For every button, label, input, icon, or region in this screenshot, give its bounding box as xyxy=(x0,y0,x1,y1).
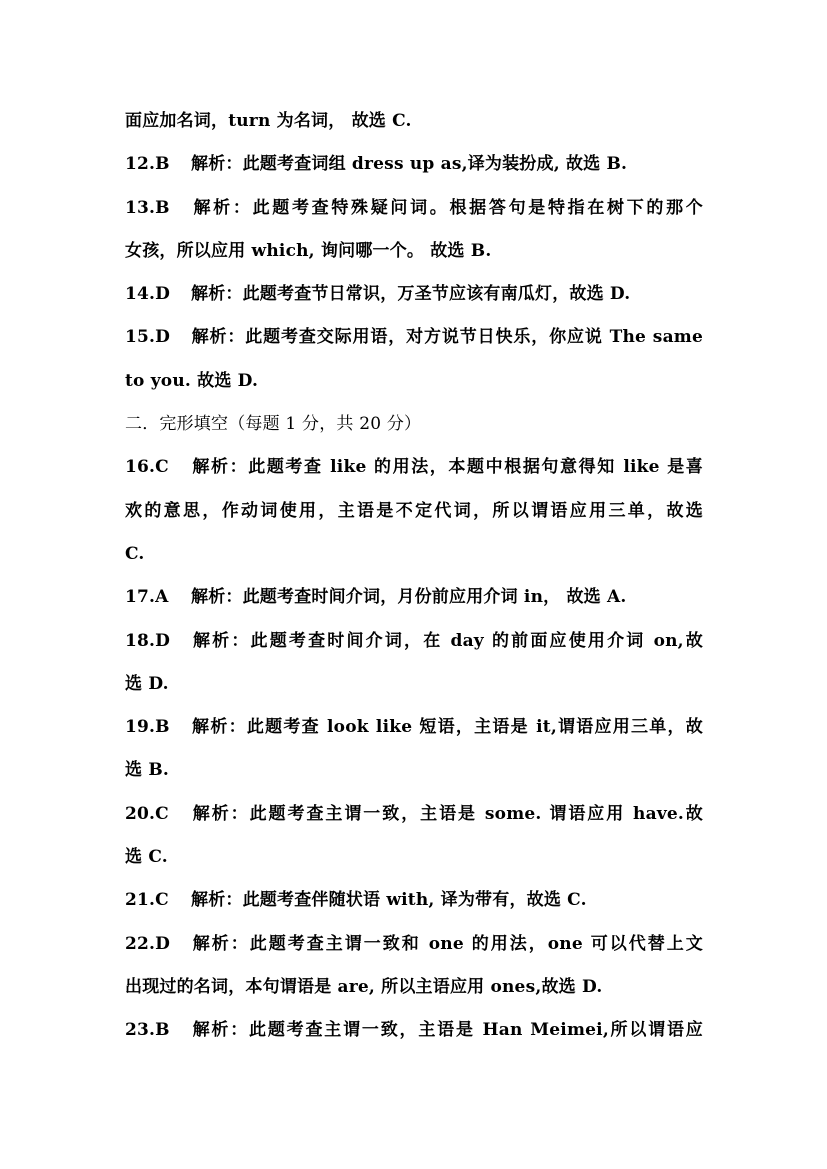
question-number: 13.B xyxy=(125,197,170,218)
line-text: 出现过的名词，本句谓语是 are, 所以主语应用 ones,故选 D. xyxy=(125,976,603,997)
line-text: 欢的意思，作动词使用，主语是不定代词，所以谓语应用三单，故选 xyxy=(125,500,703,521)
answer-line-14-d xyxy=(125,273,703,316)
line-text: C. xyxy=(125,543,145,564)
line-text: 解析：此题考查主谓一致，主语是 Han Meimei,所以谓语应 xyxy=(191,1020,703,1041)
text-line xyxy=(125,533,703,576)
line-text: 解析：此题考查词组 dress up as,译为装扮成, 故选 B. xyxy=(191,154,628,175)
question-number: 16.C xyxy=(125,457,169,478)
question-number: 21.C xyxy=(125,890,169,911)
line-text: 解析：此题考查 like 的用法，本题中根据句意得知 like 是喜 xyxy=(191,457,703,478)
text-line xyxy=(125,360,703,403)
answer-line-16-c xyxy=(125,446,703,489)
line-text: 解析：此题考查主谓一致和 one 的用法，one 可以代替上文 xyxy=(191,933,703,954)
line-text: 选 B. xyxy=(125,760,170,781)
text-line xyxy=(125,490,703,533)
line-text: 选 D. xyxy=(125,673,169,694)
line-text: 面应加名词，turn 为名词， 故选 C. xyxy=(125,111,412,131)
text-line xyxy=(125,749,703,792)
answer-line-15-d xyxy=(125,316,703,359)
answer-line-21-c xyxy=(125,879,703,922)
line-text: 解析：此题考查时间介词，在 day 的前面应使用介词 on,故 xyxy=(191,630,703,651)
answer-line-22-d xyxy=(125,923,703,966)
answer-line-18-d xyxy=(125,620,703,663)
question-number: 22.D xyxy=(125,933,171,954)
answer-line-13-b xyxy=(125,187,703,230)
line-text: 解析：此题考查特殊疑问词。根据答句是特指在树下的那个 xyxy=(191,197,703,218)
line-text: to you. 故选 D. xyxy=(125,370,259,391)
answer-line-12-b xyxy=(125,143,703,186)
line-text: 解析：此题考查 look like 短语，主语是 it,谓语应用三单，故 xyxy=(191,717,703,738)
text-line xyxy=(125,966,703,1009)
text-line xyxy=(125,100,703,143)
line-text: 解析：此题考查节日常识，万圣节应该有南瓜灯，故选 D. xyxy=(191,284,631,305)
line-text: 解析：此题考查伴随状语 with, 译为带有，故选 C. xyxy=(191,890,587,911)
text-line xyxy=(125,663,703,706)
text-line xyxy=(125,230,703,273)
line-text: 解析：此题考查时间介词，月份前应用介词 in， 故选 A. xyxy=(191,587,627,608)
question-number: 18.D xyxy=(125,630,171,651)
line-text: 女孩，所以应用 which, 询问哪一个。 故选 B. xyxy=(125,240,492,261)
answer-line-19-b xyxy=(125,706,703,749)
answer-line-17-a xyxy=(125,576,703,619)
question-number: 19.B xyxy=(125,717,170,738)
line-text: 选 C. xyxy=(125,847,168,868)
line-text: 解析：此题考查主谓一致，主语是 some. 谓语应用 have.故 xyxy=(191,803,703,824)
text-line xyxy=(125,403,703,446)
question-number: 15.D xyxy=(125,327,171,348)
answer-line-23-b xyxy=(125,1009,703,1052)
question-number: 20.C xyxy=(125,803,169,824)
line-text: 二．完形填空（每题 1 分，共 20 分） xyxy=(125,414,422,435)
question-number: 17.A xyxy=(125,587,169,608)
question-number: 23.B xyxy=(125,1020,170,1041)
line-text: 解析：此题考查交际用语，对方说节日快乐，你应说 The same xyxy=(191,327,703,348)
document-page xyxy=(125,100,703,1053)
answer-line-20-c xyxy=(125,793,703,836)
question-number: 12.B xyxy=(125,154,170,175)
text-line xyxy=(125,836,703,879)
question-number: 14.D xyxy=(125,284,171,305)
